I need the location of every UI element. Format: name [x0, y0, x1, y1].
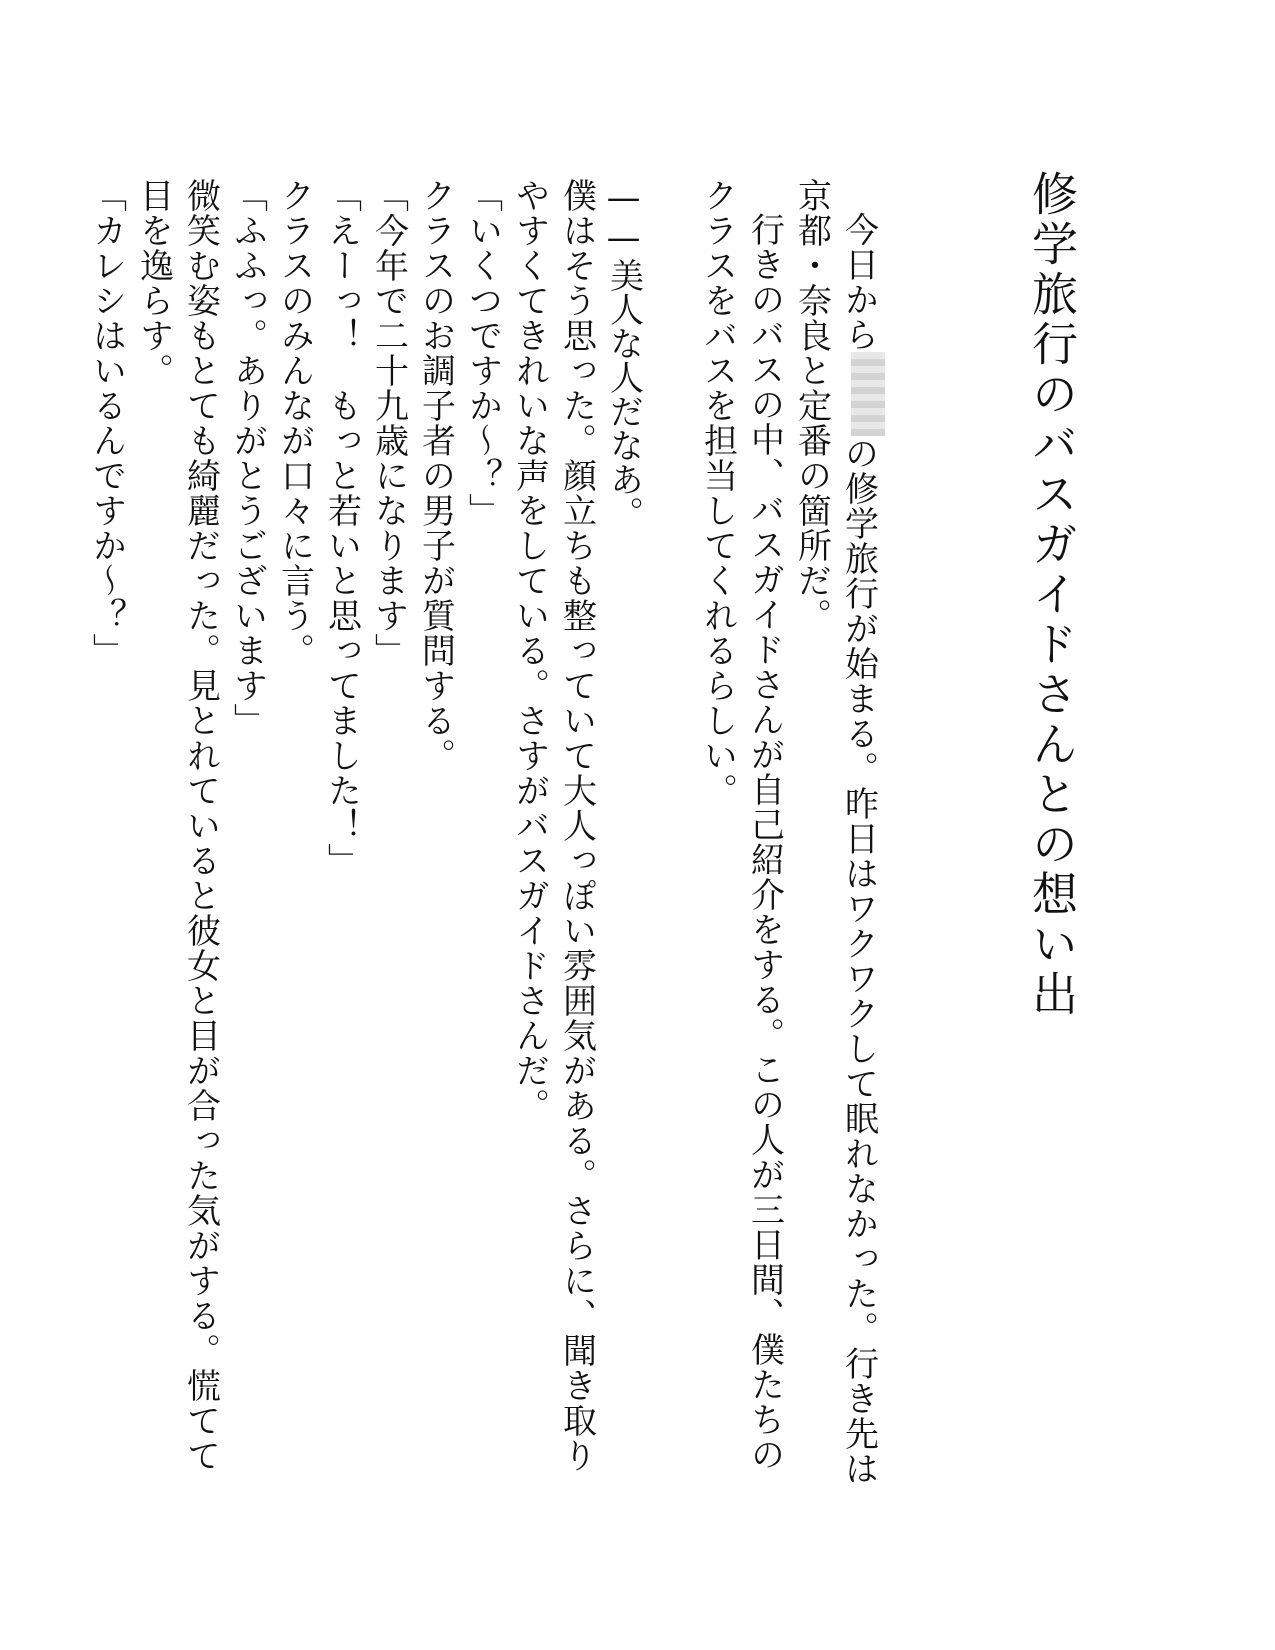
paragraph-4: 僕はそう思った。顔立ちも整っていて大人っぽい雰囲気がある。さらに、聞き取りやすくてきれいな声をしている。さすがバスガイドさんだ。 — [509, 178, 597, 1473]
paragraph-6: クラスのお調子者の男子が質問する。 — [415, 178, 456, 773]
dialogue-line: 「ふふっ。ありがとうございます」 — [227, 178, 268, 738]
censored-mosaic — [851, 352, 885, 436]
paragraph-1 — [788, 178, 886, 1488]
paragraph-9: クラスのみんなが口々に言う。 — [274, 178, 315, 668]
paragraph-3: ——美人な人だなあ。 — [603, 178, 644, 530]
document-title: 修学旅行のバスガイドさんとの想い出 — [1025, 170, 1079, 1020]
dialogue-line: 「いくつですか〜？」 — [462, 178, 503, 528]
paragraph-11: 微笑む姿もとても綺麗だった。見とれていると彼女と目が合った気がする。慌てて目を逸らす。 — [133, 178, 221, 1473]
dialogue-line: 「カレシはいるんですか〜？」 — [86, 178, 127, 668]
paragraph-1-start: 今日から — [838, 212, 879, 352]
paragraph-1-end: の修学旅行が始まる。昨日はワクワクして眠れなかった。行き先は京都・奈良と定番の箇所だ。 — [791, 178, 879, 1486]
paragraph-2: 行きのバスの中、バスガイドさんが自己紹介をする。この人が三日間、僕たちのクラスをバスを担当してくれるらしい。 — [697, 178, 785, 1472]
dialogue-line: 「今年で二十九歳になります」 — [368, 178, 409, 668]
dialogue-line: 「えーっ！ もっと若いと思ってました！」 — [321, 178, 362, 878]
body-text — [83, 178, 886, 1488]
